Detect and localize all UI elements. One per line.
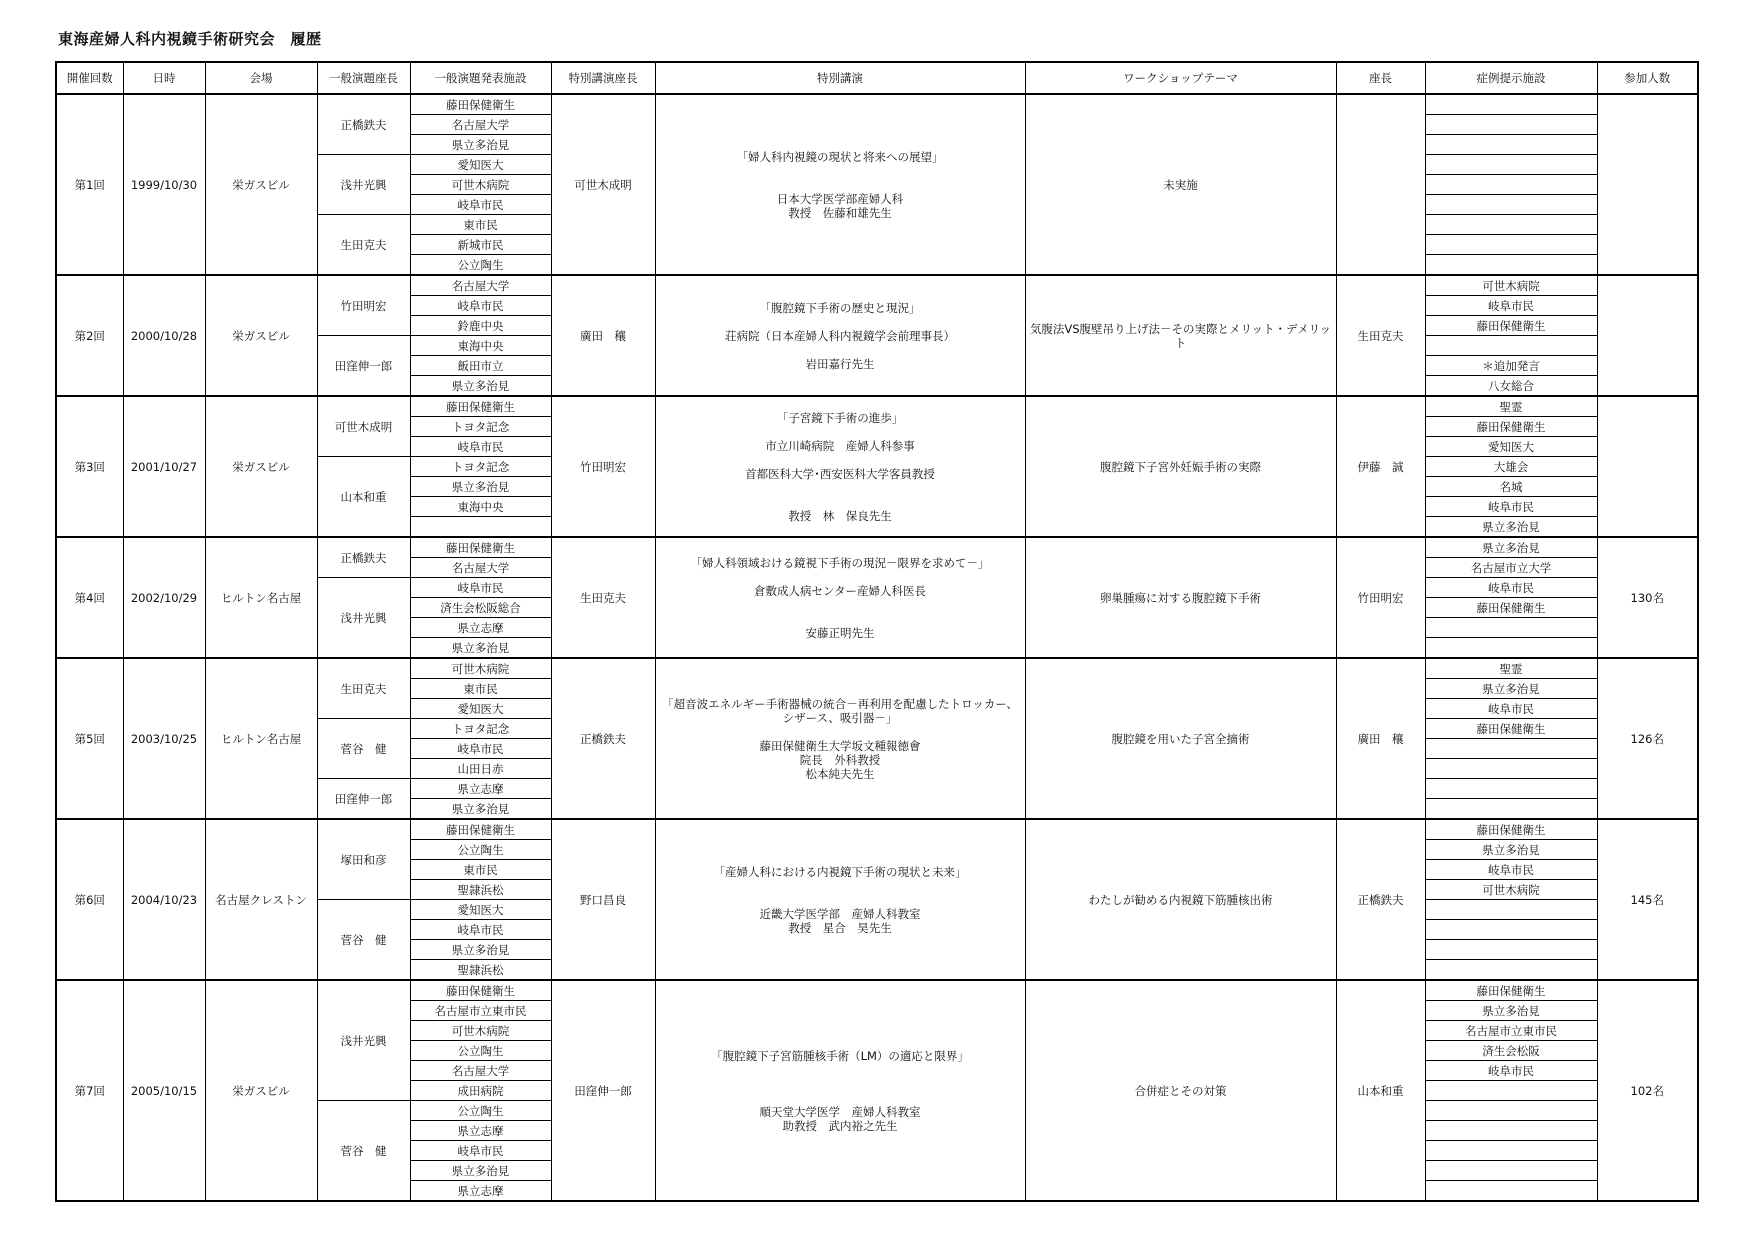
general-facility: 公立陶生 [410,1101,551,1121]
case-facility: 可世木病院 [1425,880,1597,900]
workshop-theme: 腹腔鏡を用いた子宮全摘術 [1025,658,1336,819]
workshop-theme: 未実施 [1025,94,1336,275]
col-header-special-chair: 特別講演座長 [551,62,655,94]
special-lecture-line: 教授 林 保良先生 [788,508,892,523]
case-facility [1425,1181,1597,1202]
table-row [56,658,1698,679]
special-lecture-chair: 可世木成明 [551,94,655,275]
general-chair: 正橋鉄夫 [317,537,410,578]
session-group [56,980,1698,1201]
general-facility: 東市民 [410,215,551,235]
workshop-theme: 気腹法VS腹壁吊り上げ法－その実際とメリット・デメリット [1025,275,1336,396]
session-venue: 栄ガスビル [205,275,317,396]
general-chair: 塚田和彦 [317,819,410,900]
general-facility: 名古屋大学 [410,275,551,296]
general-chair: 山本和重 [317,457,410,538]
case-facility: 藤田保健衛生 [1425,980,1597,1001]
general-facility: 県立多治見 [410,940,551,960]
general-facility: 済生会松阪総合 [410,598,551,618]
general-facility: 岐阜市民 [410,296,551,316]
workshop-chair: 山本和重 [1336,980,1425,1201]
general-facility: 岐阜市民 [410,195,551,215]
case-facility: 県立多治見 [1425,679,1597,699]
case-facility: 岐阜市民 [1425,860,1597,880]
special-lecture-line [658,1091,1023,1105]
session-venue: 栄ガスビル [205,94,317,275]
general-chair: 菅谷 健 [317,900,410,981]
special-lecture-chair: 野口昌良 [551,819,655,980]
session-venue: 栄ガスビル [205,980,317,1201]
special-lecture-line [658,343,1023,357]
general-facility: 飯田市立 [410,356,551,376]
session-venue: ヒルトン名古屋 [205,658,317,819]
general-facility: 公立陶生 [410,840,551,860]
special-lecture-line [658,178,1023,192]
session-number: 第2回 [56,275,123,396]
header-row [56,62,1698,94]
general-facility: 県立多治見 [410,135,551,155]
general-facility: 名古屋大学 [410,558,551,578]
session-venue: 名古屋クレストン [205,819,317,980]
col-header-general-facility: 一般演題発表施設 [410,62,551,94]
special-lecture [655,94,1025,275]
session-number: 第5回 [56,658,123,819]
case-facility [1425,1141,1597,1161]
case-facility [1425,94,1597,115]
general-chair: 浅井光興 [317,578,410,659]
history-grid [55,61,1699,1202]
special-lecture-line: 院長 外科教授 [799,752,881,767]
special-lecture-line [658,612,1023,626]
general-facility: 東海中央 [410,336,551,356]
special-lecture [655,819,1025,980]
special-lecture-line: 「婦人科領域おける鏡視下手術の現況－限界を求めて－」 [690,555,990,570]
special-lecture-line: 「超音波エネルギー手術器械の統合－再利用を配慮したトロッカー、シザース、吸引器－」 [662,696,1018,725]
general-facility: 藤田保健衛生 [410,819,551,840]
case-facility [1425,940,1597,960]
attendance-count [1597,396,1698,537]
col-header-no: 開催回数 [56,62,123,94]
workshop-theme: 腹腔鏡下子宮外妊娠手術の実際 [1025,396,1336,537]
special-lecture [655,658,1025,819]
case-facility [1425,799,1597,820]
special-lecture-chair: 田窪伸一郎 [551,980,655,1201]
col-header-special-lecture: 特別講演 [655,62,1025,94]
general-facility: 東市民 [410,860,551,880]
attendance-count [1597,94,1698,275]
general-facility: 藤田保健衛生 [410,94,551,115]
special-lecture-line [658,315,1023,329]
case-facility [1425,135,1597,155]
special-lecture-line [658,481,1023,495]
case-facility [1425,195,1597,215]
case-facility: 名城 [1425,477,1597,497]
session-group [56,94,1698,275]
special-lecture-line: 教授 佐藤和雄先生 [788,205,892,220]
case-facility: 名古屋市立大学 [1425,558,1597,578]
session-group [56,275,1698,396]
case-facility: 県立多治見 [1425,517,1597,538]
general-chair: 生田克夫 [317,215,410,276]
case-facility [1425,235,1597,255]
case-facility [1425,960,1597,981]
general-facility: 岐阜市民 [410,739,551,759]
general-facility: 岐阜市民 [410,578,551,598]
case-facility: 愛知医大 [1425,437,1597,457]
general-facility: 東海中央 [410,497,551,517]
general-facility: 岐阜市民 [410,1141,551,1161]
session-number: 第1回 [56,94,123,275]
case-facility [1425,618,1597,638]
special-lecture-line: 藤田保健衛生大学坂文種報徳會 [759,738,921,753]
general-facility: 可世木病院 [410,175,551,195]
general-facility: 県立多治見 [410,799,551,820]
case-facility: 岐阜市民 [1425,296,1597,316]
special-lecture-line: 安藤正明先生 [805,625,875,640]
general-facility: 愛知医大 [410,900,551,920]
special-lecture-line: 教授 星合 昊先生 [788,920,892,935]
case-facility: 岐阜市民 [1425,699,1597,719]
general-facility: 県立志摩 [410,1121,551,1141]
workshop-chair: 竹田明宏 [1336,537,1425,658]
special-lecture-chair: 生田克夫 [551,537,655,658]
special-lecture-line [658,425,1023,439]
case-facility: 可世木病院 [1425,275,1597,296]
workshop-chair: 伊藤 誠 [1336,396,1425,537]
special-lecture-line: 「腹腔鏡下手術の歴史と現況」 [759,300,921,315]
special-lecture-line: 「婦人科内視鏡の現状と将来への展望」 [736,149,944,164]
history-table [55,61,1697,1202]
general-facility: 藤田保健衛生 [410,980,551,1001]
special-lecture-line: 荘病院（日本産婦人科内視鏡学会前理事長） [725,328,955,343]
case-facility [1425,1161,1597,1181]
general-facility: 県立志摩 [410,1181,551,1202]
session-date: 2002/10/29 [123,537,205,658]
general-chair: 可世木成明 [317,396,410,457]
general-facility: 藤田保健衛生 [410,396,551,417]
session-number: 第4回 [56,537,123,658]
case-facility: 県立多治見 [1425,840,1597,860]
col-header-workshop-theme: ワークショップテーマ [1025,62,1336,94]
session-venue: ヒルトン名古屋 [205,537,317,658]
table-row [56,819,1698,840]
special-lecture [655,980,1025,1201]
workshop-theme: 合併症とその対策 [1025,980,1336,1201]
case-facility [1425,1081,1597,1101]
case-facility: 済生会松阪 [1425,1041,1597,1061]
general-facility: 新城市民 [410,235,551,255]
table-row [56,537,1698,558]
case-facility [1425,900,1597,920]
general-chair: 菅谷 健 [317,1101,410,1202]
workshop-chair: 正橋鉄夫 [1336,819,1425,980]
general-chair: 浅井光興 [317,980,410,1101]
special-lecture-line [658,164,1023,178]
case-facility [1425,155,1597,175]
case-facility [1425,336,1597,356]
general-chair: 菅谷 健 [317,719,410,779]
general-facility: 県立多治見 [410,477,551,497]
special-lecture-line: 倉敷成人病センター産婦人科医長 [753,583,927,598]
case-facility: 聖霊 [1425,658,1597,679]
general-facility: 公立陶生 [410,255,551,276]
session-group [56,819,1698,980]
general-facility: 名古屋大学 [410,115,551,135]
table-row [56,275,1698,296]
special-lecture-line: 順天堂大学医学 産婦人科教室 [759,1104,921,1119]
session-date: 2000/10/28 [123,275,205,396]
workshop-theme: わたしが勧める内視鏡下筋腫核出術 [1025,819,1336,980]
session-group [56,537,1698,658]
general-facility: 愛知医大 [410,155,551,175]
general-chair: 正橋鉄夫 [317,94,410,155]
general-facility: 藤田保健衛生 [410,537,551,558]
special-lecture-line: 「産婦人科における内視鏡下手術の現状と未来」 [713,864,967,879]
case-facility: 藤田保健衛生 [1425,598,1597,618]
session-date: 2005/10/15 [123,980,205,1201]
workshop-chair: 生田克夫 [1336,275,1425,396]
case-facility [1425,115,1597,135]
general-facility: 聖隷浜松 [410,880,551,900]
special-lecture-line: 首都医科大学･西安医科大学客員教授 [745,466,935,481]
case-facility: 名古屋市立東市民 [1425,1021,1597,1041]
general-facility: 可世木病院 [410,658,551,679]
case-facility: 藤田保健衛生 [1425,417,1597,437]
special-lecture [655,396,1025,537]
session-date: 2003/10/25 [123,658,205,819]
general-facility: 県立志摩 [410,779,551,799]
special-lecture-line [658,893,1023,907]
case-facility: 藤田保健衛生 [1425,719,1597,739]
special-lecture-chair: 竹田明宏 [551,396,655,537]
general-facility: 名古屋市立東市民 [410,1001,551,1021]
general-facility: 県立志摩 [410,618,551,638]
special-lecture-line [658,725,1023,739]
case-facility: 聖霊 [1425,396,1597,417]
general-facility: 県立多治見 [410,638,551,659]
special-lecture-line: 「腹腔鏡下子宮筋腫核手術（LM）の適応と限界」 [711,1048,969,1063]
case-facility: ＊追加発言 [1425,356,1597,376]
general-facility: 岐阜市民 [410,920,551,940]
general-facility: トヨタ記念 [410,417,551,437]
general-facility: 鈴鹿中央 [410,316,551,336]
general-chair: 田窪伸一郎 [317,336,410,397]
special-lecture-line: 近畿大学医学部 産婦人科教室 [759,906,921,921]
session-group [56,396,1698,537]
general-facility: トヨタ記念 [410,457,551,477]
session-number: 第7回 [56,980,123,1201]
attendance-count: 145名 [1597,819,1698,980]
case-facility: 岐阜市民 [1425,1061,1597,1081]
case-facility [1425,255,1597,276]
general-facility: 名古屋大学 [410,1061,551,1081]
case-facility [1425,175,1597,195]
special-lecture-line: 岩田嘉行先生 [805,356,875,371]
col-header-date: 日時 [123,62,205,94]
special-lecture-line [658,495,1023,509]
attendance-count: 126名 [1597,658,1698,819]
case-facility [1425,739,1597,759]
attendance-count [1597,275,1698,396]
document-title: 東海産婦人科内視鏡手術研究会 履歴 [58,30,322,48]
general-facility [410,517,551,538]
col-header-general-chair: 一般演題座長 [317,62,410,94]
general-facility: 成田病院 [410,1081,551,1101]
general-facility: 東市民 [410,679,551,699]
special-lecture-line [658,1077,1023,1091]
col-header-case-facility: 症例提示施設 [1425,62,1597,94]
workshop-chair [1336,94,1425,275]
special-lecture-line: 助教授 武内裕之先生 [782,1118,898,1133]
special-lecture-chair: 正橋鉄夫 [551,658,655,819]
case-facility: 岐阜市民 [1425,578,1597,598]
attendance-count: 102名 [1597,980,1698,1201]
session-number: 第6回 [56,819,123,980]
special-lecture-line [658,598,1023,612]
col-header-workshop-chair: 座長 [1336,62,1425,94]
special-lecture-line [658,570,1023,584]
case-facility: 藤田保健衛生 [1425,819,1597,840]
general-facility: 県立多治見 [410,1161,551,1181]
session-group [56,658,1698,819]
session-number: 第3回 [56,396,123,537]
special-lecture-line: 「子宮鏡下手術の進歩」 [776,410,904,425]
general-chair: 浅井光興 [317,155,410,215]
case-facility: 大雄会 [1425,457,1597,477]
general-facility: 公立陶生 [410,1041,551,1061]
special-lecture-line: 日本大学医学部産婦人科 [776,191,904,206]
case-facility: 県立多治見 [1425,1001,1597,1021]
general-facility: 聖隷浜松 [410,960,551,981]
special-lecture-line: 市立川崎病院 産婦人科参事 [765,438,915,453]
session-date: 1999/10/30 [123,94,205,275]
session-date: 2001/10/27 [123,396,205,537]
general-facility: 可世木病院 [410,1021,551,1041]
case-facility [1425,215,1597,235]
case-facility: 岐阜市民 [1425,497,1597,517]
special-lecture [655,275,1025,396]
session-date: 2004/10/23 [123,819,205,980]
case-facility: 県立多治見 [1425,537,1597,558]
table-row [56,980,1698,1001]
session-venue: 栄ガスビル [205,396,317,537]
case-facility [1425,920,1597,940]
case-facility: 藤田保健衛生 [1425,316,1597,336]
workshop-chair: 廣田 穰 [1336,658,1425,819]
special-lecture-line [658,879,1023,893]
special-lecture-line [658,453,1023,467]
table-row [56,94,1698,115]
general-facility: 山田日赤 [410,759,551,779]
general-chair: 竹田明宏 [317,275,410,336]
case-facility [1425,638,1597,659]
general-facility: 愛知医大 [410,699,551,719]
case-facility [1425,1101,1597,1121]
col-header-venue: 会場 [205,62,317,94]
attendance-count: 130名 [1597,537,1698,658]
general-facility: トヨタ記念 [410,719,551,739]
special-lecture [655,537,1025,658]
general-facility: 岐阜市民 [410,437,551,457]
special-lecture-chair: 廣田 穰 [551,275,655,396]
case-facility [1425,759,1597,779]
case-facility: 八女総合 [1425,376,1597,397]
table-row [56,396,1698,417]
workshop-theme: 卵巣腫瘍に対する腹腔鏡下手術 [1025,537,1336,658]
special-lecture-line [658,1063,1023,1077]
case-facility [1425,779,1597,799]
general-chair: 生田克夫 [317,658,410,719]
special-lecture-line: 松本純夫先生 [805,766,875,781]
case-facility [1425,1121,1597,1141]
general-facility: 県立多治見 [410,376,551,397]
col-header-attendance: 参加人数 [1597,62,1698,94]
general-chair: 田窪伸一郎 [317,779,410,820]
